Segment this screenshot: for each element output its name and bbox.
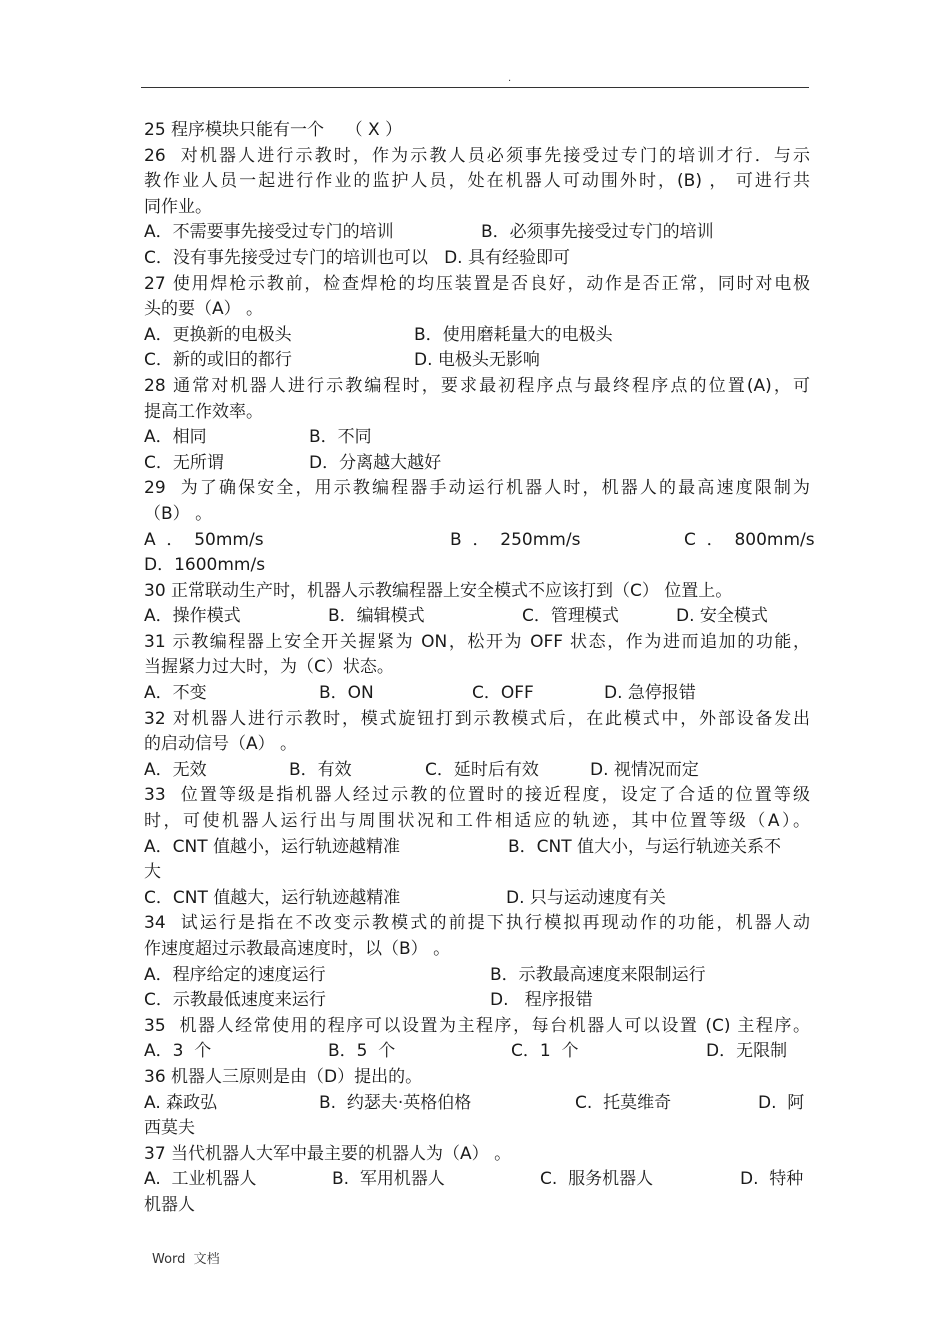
option-text: C．OFF bbox=[472, 683, 534, 704]
option-text: A．程序给定的速度运行 bbox=[144, 964, 326, 985]
option-row bbox=[144, 758, 810, 784]
text-line: 33 位置等级是指机器人经过示教的位置时的接近程度，设定了合适的位置等级 bbox=[144, 785, 810, 806]
option-text: D．分离越大越好 bbox=[309, 452, 442, 473]
text-line: 机器人 bbox=[144, 1194, 195, 1215]
option-text: A．3 个 bbox=[144, 1041, 212, 1062]
option-row bbox=[144, 1167, 810, 1193]
option-row bbox=[144, 1091, 810, 1117]
option-text: A．不变 bbox=[144, 683, 207, 704]
document-body bbox=[144, 118, 815, 1219]
option-text: A ． 50mm/s bbox=[144, 529, 264, 550]
option-text: D. 视情况而定 bbox=[590, 759, 699, 780]
header-rule bbox=[141, 87, 809, 88]
text-line: （B） 。 bbox=[144, 503, 213, 524]
option-row bbox=[144, 886, 810, 912]
option-text: C．无所谓 bbox=[144, 452, 224, 473]
option-text: C. 托莫维奇 bbox=[575, 1092, 672, 1113]
option-text: B．有效 bbox=[289, 759, 352, 780]
text-line: 26 对机器人进行示教时，作为示教人员必须事先接受过专门的培训才行．与示 bbox=[144, 145, 810, 166]
text-line: 29 为了确保安全，用示教编程器手动运行机器人时，机器人的最高速度限制为 bbox=[144, 478, 810, 499]
option-text: D. 阿 bbox=[758, 1092, 805, 1113]
text-line: 34 试运行是指在不改变示教模式的前提下执行模拟再现动作的功能，机器人动 bbox=[144, 913, 810, 934]
option-row bbox=[144, 425, 810, 451]
option-row bbox=[144, 220, 810, 246]
text-line: 头的要（A） 。 bbox=[144, 299, 264, 320]
option-row bbox=[144, 681, 810, 707]
text-line: D．1600mm/s bbox=[144, 555, 266, 576]
option-text: A．操作模式 bbox=[144, 606, 241, 627]
option-text: B. 约瑟夫·英格伯格 bbox=[319, 1092, 472, 1113]
option-row bbox=[144, 604, 810, 630]
option-row bbox=[144, 988, 810, 1014]
text-line: 时，可使机器人运行出与周围状况和工件相适应的轨迹，其中位置等级（A）。 bbox=[144, 811, 810, 832]
option-text: D. 电极头无影响 bbox=[414, 350, 540, 371]
option-text: D. 程序报错 bbox=[490, 990, 593, 1011]
text-line: 37 当代机器人大军中最主要的机器人为（A） 。 bbox=[144, 1143, 512, 1164]
option-text: A. 森政弘 bbox=[144, 1092, 218, 1113]
option-text: C．新的或旧的都行 bbox=[144, 350, 292, 371]
option-row bbox=[144, 1039, 810, 1065]
option-row bbox=[144, 451, 810, 477]
text-line: 提高工作效率。 bbox=[144, 401, 263, 422]
option-row bbox=[144, 348, 810, 374]
option-row bbox=[144, 323, 810, 349]
option-row bbox=[144, 835, 810, 861]
option-row bbox=[144, 528, 815, 554]
option-text: A．无效 bbox=[144, 759, 207, 780]
option-text: C．CNT 值越大，运行轨迹越精准 bbox=[144, 887, 401, 908]
option-text: B．CNT 值大小，与运行轨迹关系不 bbox=[508, 836, 782, 857]
option-text: A．不需要事先接受过专门的培训 bbox=[144, 222, 394, 243]
text-line: 西莫夫 bbox=[144, 1118, 195, 1139]
option-text: B．编辑模式 bbox=[328, 606, 425, 627]
option-text: C．管理模式 bbox=[522, 606, 619, 627]
text-line: 同作业。 bbox=[144, 196, 212, 217]
option-text: C．延时后有效 bbox=[425, 759, 539, 780]
option-text: C．示教最低速度来运行 bbox=[144, 990, 326, 1011]
text-line: 30 正常联动生产时，机器人示教编程器上安全模式不应该打到（C） 位置上。 bbox=[144, 580, 733, 601]
text-line: 当握紧力过大时，为（C）状态。 bbox=[144, 657, 394, 678]
option-text: D. 急停报错 bbox=[604, 683, 696, 704]
option-text: B．ON bbox=[319, 683, 374, 704]
option-text: C. 服务机器人 bbox=[540, 1169, 654, 1190]
text-line: 31 示教编程器上安全开关握紧为 ON，松开为 OFF 状态，作为进而追加的功能， bbox=[144, 631, 810, 652]
text-line: 35 机器人经常使用的程序可以设置为主程序，每台机器人可以设置 (C) 主程序。 bbox=[144, 1015, 810, 1036]
option-text: B．示教最高速度来限制运行 bbox=[490, 964, 706, 985]
option-text: D. 安全模式 bbox=[676, 606, 768, 627]
text-line: 大 bbox=[144, 862, 161, 883]
option-text: A. 工业机器人 bbox=[144, 1169, 257, 1190]
option-text: D. 只与运动速度有关 bbox=[506, 887, 666, 908]
option-text: A．更换新的电极头 bbox=[144, 324, 292, 345]
option-row bbox=[144, 963, 810, 989]
option-text: C ． 800mm/s bbox=[684, 529, 815, 550]
option-text: A．相同 bbox=[144, 427, 207, 448]
text-line: 28 通常对机器人进行示教编程时，要求最初程序点与最终程序点的位置(A)，可 bbox=[144, 375, 810, 396]
text-line: 36 机器人三原则是由（D）提出的。 bbox=[144, 1066, 423, 1087]
text-line: 27 使用焊枪示教前，检查焊枪的均压装置是否良好，动作是否正常，同时对电极 bbox=[144, 273, 810, 294]
text-line: C．没有事先接受过专门的培训也可以 D. 具有经验即可 bbox=[144, 247, 570, 268]
text-line: 作速度超过示教最高速度时，以（B） 。 bbox=[144, 939, 451, 959]
text-line: 教作业人员一起进行作业的监护人员，处在机器人可动围外时，(B) ， 可进行共 bbox=[144, 171, 810, 192]
footer-label: Word 文档 bbox=[152, 1252, 220, 1267]
text-line: 的启动信号（A） 。 bbox=[144, 734, 298, 755]
option-text: B ． 250mm/s bbox=[450, 529, 581, 550]
option-text: D．无限制 bbox=[706, 1041, 788, 1062]
option-text: B．5 个 bbox=[328, 1041, 396, 1062]
option-text: C．1 个 bbox=[511, 1041, 579, 1062]
text-line: 32 对机器人进行示教时，模式旋钮打到示教模式后，在此模式中，外部设备发出 bbox=[144, 708, 810, 729]
text-line: 25 程序模块只能有一个 （ X ） bbox=[144, 120, 403, 140]
option-text: B．必须事先接受过专门的培训 bbox=[481, 222, 714, 243]
option-text: B．使用磨耗量大的电极头 bbox=[414, 324, 613, 345]
option-text: A．CNT 值越小，运行轨迹越精准 bbox=[144, 836, 401, 857]
option-text: B．不同 bbox=[309, 427, 372, 448]
option-text: D. 特种 bbox=[740, 1169, 804, 1190]
option-text: B. 军用机器人 bbox=[332, 1169, 445, 1190]
header-mark: . bbox=[508, 73, 512, 84]
